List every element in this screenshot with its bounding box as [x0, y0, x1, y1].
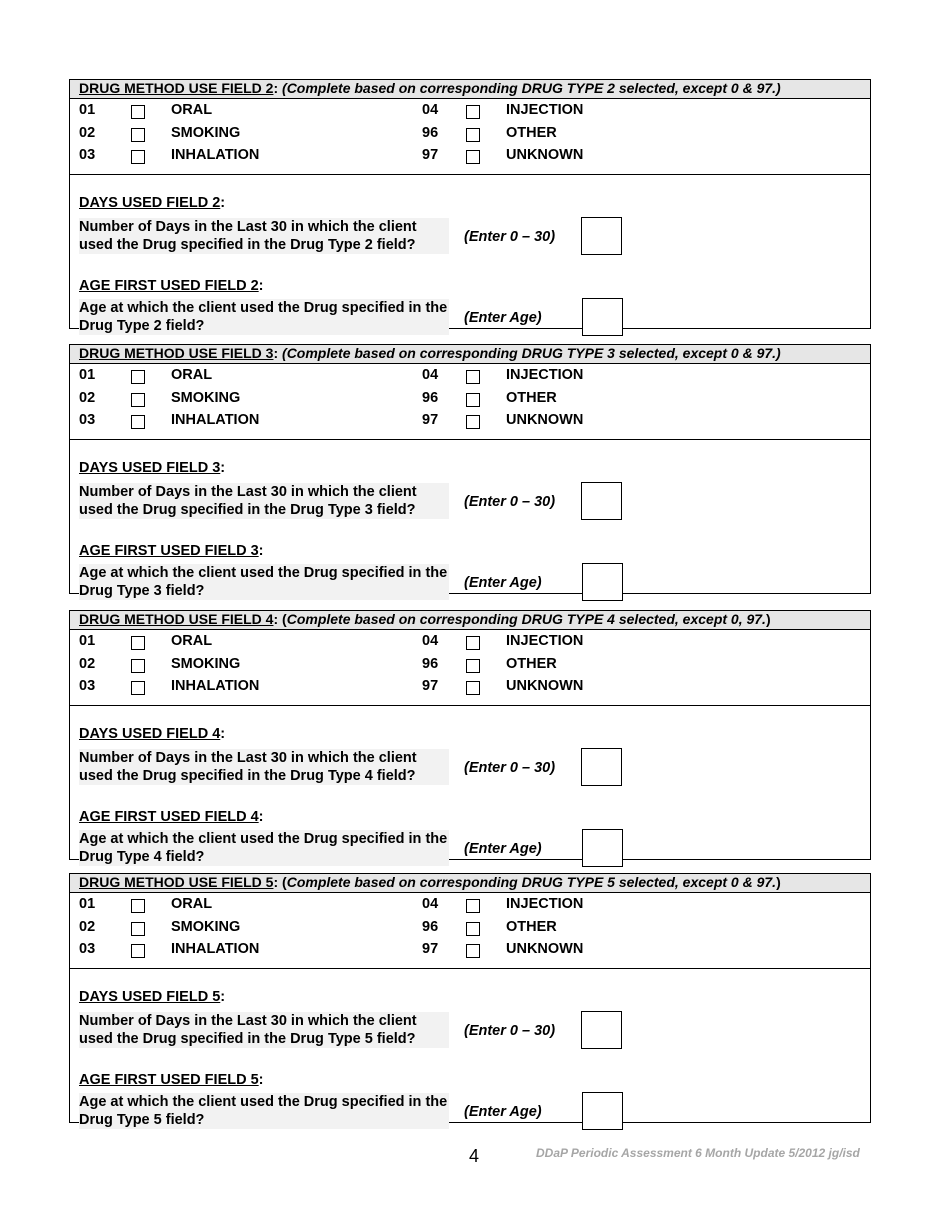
age-first-used-question: Age at which the client used the Drug specified in the Drug Type 3 field? [79, 564, 448, 599]
section-title-separator: : [273, 874, 283, 890]
age-first-used-title-text: AGE FIRST USED FIELD 4 [79, 808, 259, 825]
days-used-input[interactable] [581, 217, 622, 255]
method-checkbox[interactable] [131, 128, 145, 142]
method-option-row [70, 99, 870, 122]
age-first-used-input[interactable] [582, 298, 623, 336]
age-first-used-input[interactable] [582, 829, 623, 867]
section-title: DRUG METHOD USE FIELD 4 [79, 611, 274, 627]
option-code: 96 [422, 389, 439, 406]
method-checkbox[interactable] [131, 415, 145, 429]
method-option-row [70, 938, 870, 961]
days-used-question: Number of Days in the Last 30 in which the client used the Drug specified in the Drug Type 4 field? [79, 749, 449, 785]
option-code: 97 [422, 941, 439, 957]
section-header [70, 874, 870, 893]
option-code: 97 [422, 678, 439, 694]
option-code: 97 [422, 412, 439, 428]
section-title-separator: : [273, 80, 283, 96]
option-label: SMOKING [171, 655, 241, 672]
days-used-title: DAYS USED FIELD 4: [79, 725, 226, 742]
option-label: INHALATION [171, 147, 260, 163]
method-option-row [70, 893, 870, 916]
section-note: (Complete based on corresponding DRUG TYPE 3 selected, except 0 & 97.) [282, 345, 781, 361]
usage-block [70, 175, 870, 334]
method-option-row [70, 675, 870, 698]
section-header [70, 611, 870, 630]
days-used-question: Number of Days in the Last 30 in which the client used the Drug specified in the Drug Type 3 field? [79, 483, 449, 519]
option-label: ORAL [171, 896, 213, 912]
method-checkbox[interactable] [466, 128, 480, 142]
age-first-used-hint: (Enter Age) [464, 1103, 542, 1120]
method-checkbox[interactable] [131, 944, 145, 958]
age-first-used-input[interactable] [582, 1092, 623, 1130]
days-used-input[interactable] [581, 482, 622, 520]
option-label: INHALATION [171, 412, 260, 428]
option-label: INHALATION [171, 678, 260, 694]
method-checkbox[interactable] [466, 659, 480, 673]
method-option-row [70, 916, 870, 939]
days-used-question: Number of Days in the Last 30 in which the client used the Drug specified in the Drug Type 2 field? [79, 218, 449, 254]
footer-note: DDaP Periodic Assessment 6 Month Update 5/2012 jg/isd [536, 1146, 860, 1160]
age-first-used-hint: (Enter Age) [464, 309, 542, 326]
method-checkbox[interactable] [131, 659, 145, 673]
drug-method-section [69, 79, 871, 334]
option-code: 01 [79, 367, 96, 383]
method-checkbox[interactable] [466, 370, 480, 384]
days-used-hint: (Enter 0 – 30) [464, 1022, 556, 1039]
age-first-used-title: AGE FIRST USED FIELD 2: [79, 277, 264, 294]
section-note: Complete based on corresponding DRUG TYPE 4 selected, except 0, 97. [286, 611, 766, 627]
option-label: INJECTION [506, 633, 584, 649]
option-code: 03 [79, 941, 96, 957]
age-first-used-question: Age at which the client used the Drug specified in the Drug Type 5 field? [79, 1093, 448, 1128]
section-title: DRUG METHOD USE FIELD 2 [79, 80, 274, 96]
option-label: ORAL [171, 102, 213, 118]
age-first-used-hint: (Enter Age) [464, 840, 542, 857]
section-note-open: ( [282, 874, 287, 890]
method-checkbox[interactable] [466, 150, 480, 164]
option-label: INJECTION [506, 367, 584, 383]
option-label: UNKNOWN [506, 147, 584, 163]
method-checkbox[interactable] [131, 105, 145, 119]
option-code: 02 [79, 389, 96, 406]
days-used-title-text: DAYS USED FIELD 4 [79, 725, 221, 742]
section-header [70, 345, 870, 364]
option-label: SMOKING [171, 389, 241, 406]
option-label: ORAL [171, 367, 213, 383]
option-code: 03 [79, 147, 96, 163]
method-option-row [70, 144, 870, 167]
option-code: 03 [79, 678, 96, 694]
age-first-used-title-text: AGE FIRST USED FIELD 2 [79, 277, 259, 294]
method-checkbox[interactable] [131, 636, 145, 650]
days-used-hint: (Enter 0 – 30) [464, 493, 556, 510]
days-used-input[interactable] [581, 1011, 622, 1049]
section-header [70, 80, 870, 99]
option-label: OTHER [506, 655, 557, 672]
option-label: UNKNOWN [506, 412, 584, 428]
method-checkbox[interactable] [131, 922, 145, 936]
days-used-title: DAYS USED FIELD 3: [79, 459, 226, 476]
usage-block [70, 969, 870, 1128]
option-label: OTHER [506, 389, 557, 406]
method-checkbox[interactable] [466, 393, 480, 407]
method-checkbox[interactable] [466, 681, 480, 695]
option-code: 04 [422, 367, 439, 383]
option-code: 01 [79, 102, 96, 118]
usage-block [70, 440, 870, 599]
option-code: 96 [422, 124, 439, 141]
days-used-title: DAYS USED FIELD 2: [79, 194, 226, 211]
option-code: 96 [422, 918, 439, 935]
days-used-title-text: DAYS USED FIELD 2 [79, 194, 221, 211]
option-code: 01 [79, 633, 96, 649]
method-checkbox[interactable] [131, 370, 145, 384]
method-option-row [70, 122, 870, 145]
method-option-row [70, 630, 870, 653]
section-title-separator: : [273, 345, 283, 361]
section-note: (Complete based on corresponding DRUG TYPE 2 selected, except 0 & 97.) [282, 80, 781, 96]
days-used-title-text: DAYS USED FIELD 3 [79, 459, 221, 476]
method-checkbox[interactable] [131, 899, 145, 913]
option-code: 04 [422, 102, 439, 118]
age-first-used-title: AGE FIRST USED FIELD 5: [79, 1071, 264, 1088]
method-checkbox[interactable] [466, 415, 480, 429]
days-used-input[interactable] [581, 748, 622, 786]
option-label: UNKNOWN [506, 678, 584, 694]
section-title-separator: : [273, 611, 283, 627]
usage-block [70, 706, 870, 865]
section-note-close: ) [776, 874, 781, 890]
option-label: INHALATION [171, 941, 260, 957]
drug-method-section [69, 873, 871, 1128]
method-checkbox[interactable] [466, 944, 480, 958]
option-code: 04 [422, 896, 439, 912]
section-note-close: ) [765, 611, 771, 627]
age-first-used-title: AGE FIRST USED FIELD 3: [79, 542, 264, 559]
option-label: INJECTION [506, 102, 584, 118]
method-checkbox[interactable] [131, 393, 145, 407]
method-checkbox[interactable] [466, 922, 480, 936]
method-checkbox[interactable] [466, 636, 480, 650]
option-label: OTHER [506, 918, 557, 935]
method-option-row [70, 653, 870, 676]
drug-method-section [69, 344, 871, 599]
option-label: INJECTION [506, 896, 584, 912]
method-checkbox[interactable] [466, 899, 480, 913]
option-code: 02 [79, 918, 96, 935]
method-checkbox[interactable] [131, 150, 145, 164]
method-option-row [70, 364, 870, 387]
option-code: 03 [79, 412, 96, 428]
option-code: 02 [79, 124, 96, 141]
section-title: DRUG METHOD USE FIELD 3 [79, 345, 274, 361]
option-code: 97 [422, 147, 439, 163]
age-first-used-question: Age at which the client used the Drug specified in the Drug Type 4 field? [79, 830, 448, 865]
method-checkbox[interactable] [466, 105, 480, 119]
age-first-used-question: Age at which the client used the Drug specified in the Drug Type 2 field? [79, 299, 448, 334]
age-first-used-hint: (Enter Age) [464, 574, 542, 591]
section-title: DRUG METHOD USE FIELD 5 [79, 874, 274, 890]
page-number: 4 [469, 1146, 480, 1166]
age-first-used-title: AGE FIRST USED FIELD 4: [79, 808, 264, 825]
days-used-question: Number of Days in the Last 30 in which the client used the Drug specified in the Drug Type 5 field? [79, 1012, 449, 1048]
section-note-open: ( [282, 611, 287, 627]
days-used-title: DAYS USED FIELD 5: [79, 988, 226, 1005]
method-option-row [70, 409, 870, 432]
method-checkbox[interactable] [131, 681, 145, 695]
option-label: SMOKING [171, 124, 241, 141]
method-option-row [70, 387, 870, 410]
age-first-used-input[interactable] [582, 563, 623, 601]
option-label: SMOKING [171, 918, 241, 935]
days-used-hint: (Enter 0 – 30) [464, 759, 556, 776]
option-code: 01 [79, 896, 96, 912]
drug-method-section [69, 610, 871, 865]
option-code: 96 [422, 655, 439, 672]
age-first-used-title-text: AGE FIRST USED FIELD 3 [79, 542, 259, 559]
option-label: OTHER [506, 124, 557, 141]
days-used-title-text: DAYS USED FIELD 5 [79, 988, 221, 1005]
option-code: 04 [422, 633, 439, 649]
age-first-used-title-text: AGE FIRST USED FIELD 5 [79, 1071, 259, 1088]
section-note: Complete based on corresponding DRUG TYPE 5 selected, except 0 & 97. [286, 874, 777, 890]
option-code: 02 [79, 655, 96, 672]
option-label: UNKNOWN [506, 941, 584, 957]
option-label: ORAL [171, 633, 213, 649]
days-used-hint: (Enter 0 – 30) [464, 228, 556, 245]
